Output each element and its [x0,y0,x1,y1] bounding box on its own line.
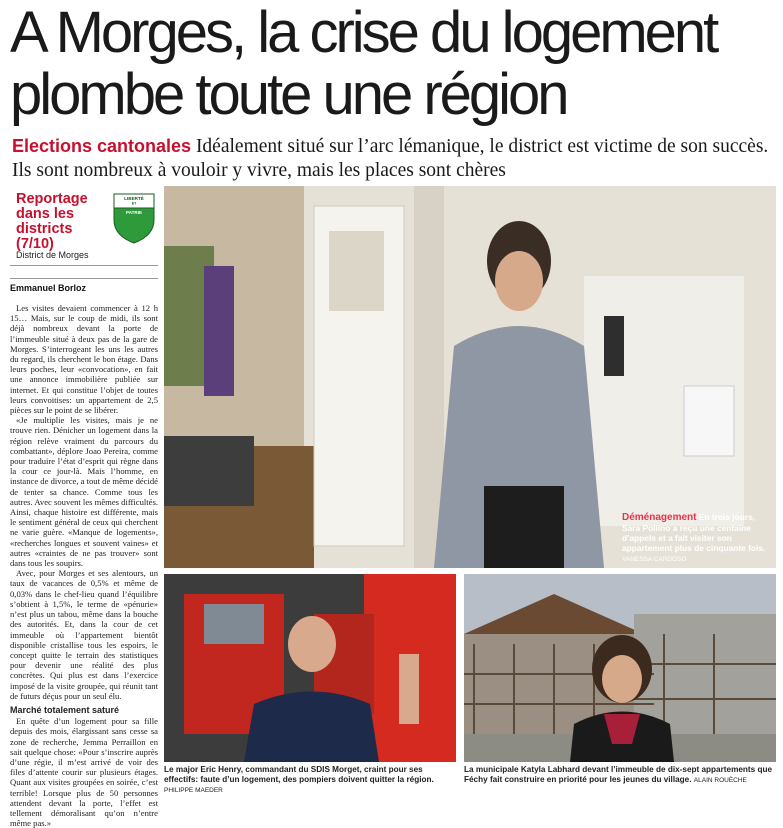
caption-left [164,765,456,796]
svg-text:ET: ET [131,201,137,206]
caption-main-credit: VANESSA CARDOSO [622,556,687,563]
caption-left-text: Le major Eric Henry, commandant du SDIS Morget, craint pour ses effectifs: faute d’un logement, des pompiers doivent quitter la région. [164,765,434,784]
body-paragraph: Avec, pour Morges et ses alentours, un taux de vacances de 0,5% et même de 0,03% dans le chef-lieu quand l’équilibre s’obtient à 1,5%, le terme de «pénurie» n’est plus un tabou, même dans la bouche des autorités. Et, dans la cour de cet immeuble où l’appartement bientôt disponible cristallise tous les espoirs, le concept quitte le terrain des statistiques pour devenir une réalité des plus concrètes. Qui plus est dans l’exercice imposé de la visite groupée, qui réunit tant de futurs déçus pour un seul élu. [10,568,158,701]
byline: Emmanuel Borloz [10,278,158,293]
series-box [10,186,158,266]
svg-text:LIBERTÉ: LIBERTÉ [124,196,144,201]
headline [10,2,780,126]
vaud-crest-icon [112,192,156,244]
caption-right-credit: ALAIN ROUÈCHE [693,777,747,784]
photo-firefighter [164,574,456,762]
body-paragraph: Les visites devaient commencer à 12 h 15… Mais, sur le coup de midi, ils sont déjà nombreux devant la porte de l’immeuble situé à deux pas de la gare de Morges. S’interrogeant les uns les autres du regard, ils cherchent le bon étage. Dans leurs poches, leur «convocation», en fait une annonce immobilière publiée sur internet. Et qui constitue l’objet de toutes leurs convoitises: un appartement de 2,5 pièces sur le point de se libérer. [10,303,158,416]
photo-firefighter-illustration [164,574,456,762]
caption-main [622,512,772,565]
series-title: Reportage dans les districts (7/10) [16,191,88,252]
photo-construction-illustration [464,574,776,762]
article-body [10,303,158,828]
headline-line-1: A Morges, la crise du logement [10,0,717,65]
deck-kicker: Elections cantonales [12,136,192,156]
caption-right [464,765,778,786]
body-paragraph: En quête d’un logement pour sa fille depuis des mois, élargissant sans cesse sa zone de recherche, Jemma Perraillon en sait quelque chose: «Pour s’inscrire auprès d’une régie, il m’est arrivé de voir des files d’attente courir sur plusieurs étages. Quant aux visites groupées en soirée, c’est terrible! Lorsque plus de 50 personnes attendent devant la porte, l’effet est tellement démoralisant qu’on n’entre même pas.» [10,716,158,828]
photo-apartment [164,186,776,568]
photo-construction [464,574,776,762]
caption-main-title: Déménagement [622,512,697,523]
photo-apartment-illustration [164,186,776,568]
article-column [10,186,158,828]
caption-left-credit: PHILIPPE MAEDER [164,787,223,794]
body-subhead: Marché totalement saturé [10,704,120,715]
headline-line-2: plombe toute une région [10,62,567,127]
caption-right-text: La municipale Katyla Labhard devant l’immeuble de dix-sept appartements que Féchy fait construire en priorité pour les jeunes du village. [464,765,773,784]
body-paragraph: «Je multiplie les visites, mais je ne trouve rien. Dénicher un logement dans la région relève vraiment du parcours du combattant», déplore Joao Pereira, comme pour traduire l’état d’esprit qui règne dans la cour ce jour-là. Mais l’homme, en instance de divorce, a tout de même décidé de tenter sa chance. Comme tous les autres. Avec souvent les mêmes difficultés. Ainsi, chaque histoire est différente, mais le sentiment général de ceux qui cherchent ne varie guère. «Manque de logements», «recherches longues et souvent vaines» et autres «craintes de ne pas trouver» sont dans tous les soupirs. [10,415,158,569]
deck-text: Idéalement situé sur l’arc lémanique, le district est victime de son succès. Ils sont nombreux à vouloir y vivre, mais les places sont chères [12,136,769,181]
svg-text:PATRIE: PATRIE [125,210,143,215]
caption-main-text: En trois jours, Sara Pollino a reçu une centaine d’appels et a fait visiter son appartement plus de cinquante fois. [622,512,766,553]
series-subtitle: District de Morges [16,250,89,260]
deck [12,134,778,183]
